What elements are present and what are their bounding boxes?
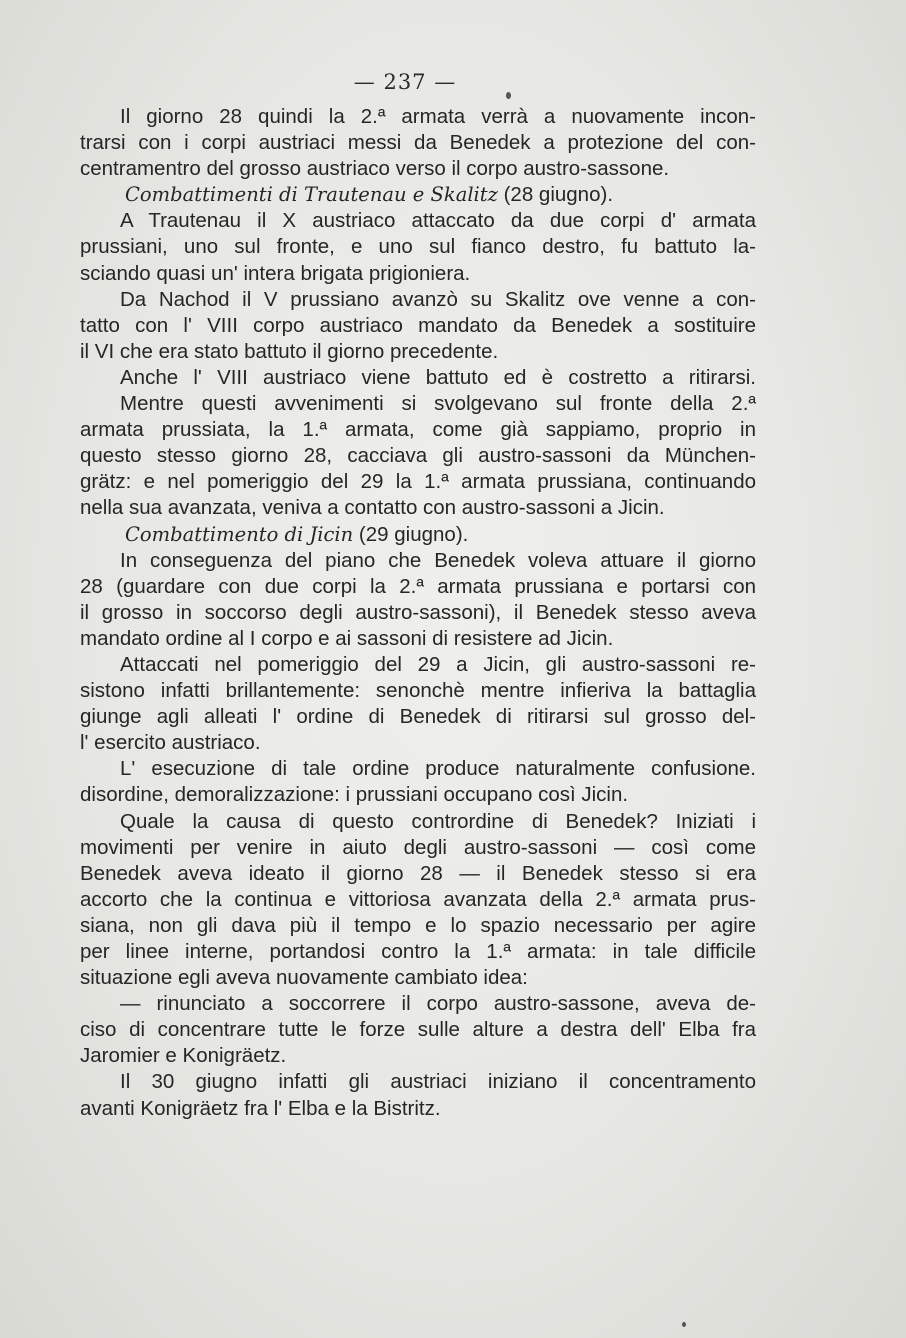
- text-line: Anche l' VIII austriaco viene battuto ed è costretto a ritirarsi.: [120, 365, 756, 389]
- text-line: prussiani, uno sul fronte, e uno sul fianco destro, fu battuto la-: [80, 235, 756, 259]
- text-line: il VI che era stato battuto il giorno precedente.: [80, 339, 499, 363]
- text-line: questo stesso giorno 28, cacciava gli austro-sassoni da München-: [80, 444, 756, 468]
- paragraph: [80, 287, 756, 365]
- text-line: grätz: e nel pomeriggio del 29 la 1.ª armata prussiana, continuando: [80, 470, 756, 494]
- text-line: Quale la causa di questo contrordine di Benedek? Iniziati i: [120, 809, 756, 833]
- paragraph: [80, 756, 756, 808]
- text-line: centramentro del grosso austriaco verso il corpo austro-sassone.: [80, 157, 670, 181]
- paragraph: [80, 1069, 756, 1121]
- section-heading-title: Combattimento di Jicin: [125, 522, 354, 546]
- text-line: movimenti per venire in aiuto degli austro-sassoni — così come: [80, 835, 756, 859]
- text-line: accorto che la continua e vittoriosa avanzata della 2.ª armata prus-: [80, 887, 756, 911]
- paragraph: [80, 548, 756, 652]
- text-line: ciso di concentrare tutte le forze sulle alture a destra dell' Elba fra: [80, 1018, 756, 1042]
- section-heading-date: (28 giugno).: [497, 183, 614, 207]
- section-heading-title: Combattimenti di Trautenau e Skalitz: [125, 183, 498, 207]
- text-line: Attaccati nel pomeriggio del 29 a Jicin, gli austro-sassoni re-: [120, 652, 756, 676]
- text-line: per linee interne, portandosi contro la 1.ª armata: in tale difficile: [80, 940, 756, 963]
- text-line: Da Nachod il V prussiano avanzò su Skalitz ove venne a con-: [120, 287, 756, 311]
- section-heading-date: (29 giugno).: [353, 522, 469, 546]
- text-line: trarsi con i corpi austriaci messi da Benedek a protezione del con-: [80, 131, 756, 155]
- text-line: mandato ordine al I corpo e ai sassoni di resistere ad Jicin.: [80, 626, 614, 650]
- text-line: giunge agli alleati l' ordine di Benedek di ritirarsi sul grosso del-: [80, 705, 756, 729]
- paragraph: [80, 365, 756, 391]
- paragraph: [80, 809, 756, 992]
- body-text: [80, 104, 756, 1122]
- ink-speck: [682, 1322, 686, 1327]
- ink-speck: [506, 92, 511, 99]
- text-line: tatto con l' VIII corpo austriaco mandato da Benedek a sostituire: [80, 313, 756, 337]
- paragraph: [80, 652, 756, 756]
- text-line: Il giorno 28 quindi la 2.ª armata verrà a nuovamente incon-: [120, 105, 756, 128]
- text-line: 28 (guardare con due corpi la 2.ª armata prussiana e portarsi con: [80, 574, 756, 598]
- section-heading: [80, 522, 756, 548]
- text-line: Benedek aveva ideato il giorno 28 — il Benedek stesso si era: [80, 861, 756, 885]
- text-line: il grosso in soccorso degli austro-sassoni), il Benedek stesso aveva: [80, 600, 756, 624]
- text-line: L' esecuzione di tale ordine produce naturalmente confusione.: [120, 757, 756, 781]
- text-line: sciando quasi un' intera brigata prigioniera.: [80, 261, 471, 285]
- text-line: Mentre questi avvenimenti si svolgevano sul fronte della 2.ª: [120, 392, 756, 416]
- page-number: — 237 —: [353, 70, 457, 94]
- paragraph: [80, 991, 756, 1069]
- text-line: armata prussiata, la 1.ª armata, come già sappiamo, proprio in: [80, 418, 756, 442]
- text-line: disordine, demoralizzazione: i prussiani occupano così Jicin.: [80, 783, 629, 807]
- text-line: situazione egli aveva nuovamente cambiato idea:: [80, 966, 528, 990]
- paragraph: [80, 104, 756, 182]
- text-line: avanti Konigräetz fra l' Elba e la Bistritz.: [80, 1096, 441, 1120]
- text-line: Il 30 giugno infatti gli austriaci iniziano il concentramento: [120, 1070, 756, 1094]
- text-line: — rinunciato a soccorrere il corpo austro-sassone, aveva de-: [120, 992, 756, 1016]
- text-line: nella sua avanzata, veniva a contatto con austro-sassoni a Jicin.: [80, 496, 665, 520]
- section-heading: [80, 182, 756, 208]
- paragraph: [80, 208, 756, 286]
- paragraph: [80, 391, 756, 521]
- text-line: Jaromier e Konigräetz.: [80, 1044, 287, 1068]
- text-line: A Trautenau il X austriaco attaccato da due corpi d' armata: [120, 209, 756, 233]
- text-line: sistono infatti brillantemente: senonchè mentre infieriva la battaglia: [80, 679, 756, 703]
- text-line: siana, non gli dava più il tempo e lo spazio necessario per agire: [80, 913, 756, 937]
- text-line: In conseguenza del piano che Benedek voleva attuare il giorno: [120, 548, 756, 572]
- text-line: l' esercito austriaco.: [80, 731, 261, 755]
